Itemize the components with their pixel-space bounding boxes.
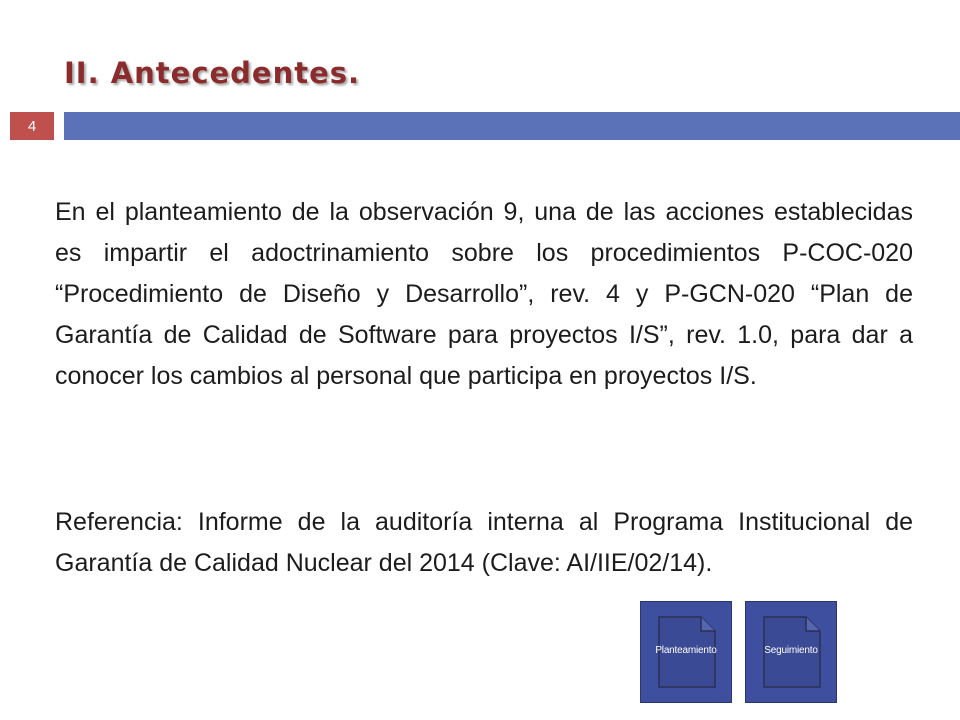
seguimiento-link-label: Seguimiento: [764, 645, 818, 656]
paragraph-reference: Referencia: Informe de la auditoría interna al Programa Institucional de Garantía de Calidad Nuclear del 2014 (Clave: AI/IIE/02/14).: [55, 508, 913, 577]
planteamiento-link-button[interactable]: [640, 601, 732, 703]
page-number: 4: [10, 112, 54, 140]
slide-title: II. Antecedentes.: [64, 56, 361, 90]
planteamiento-link-label: Planteamiento: [655, 645, 717, 656]
seguimiento-link-button[interactable]: [745, 601, 837, 703]
paragraph-observation: En el planteamiento de la observación 9, una de las acciones establecidas es impartir el adoctrinamiento sobre los procedimientos P-COC-020 “Procedimiento de Diseño y Desarrollo”, rev. 4 y P-GCN-020 “Plan de Garantía de Calidad de Software para proyectos I/S”, rev. 1.0, para dar a conocer los cambios al personal que participa en proyectos I/S.: [55, 198, 913, 390]
header-bar: [64, 112, 960, 140]
